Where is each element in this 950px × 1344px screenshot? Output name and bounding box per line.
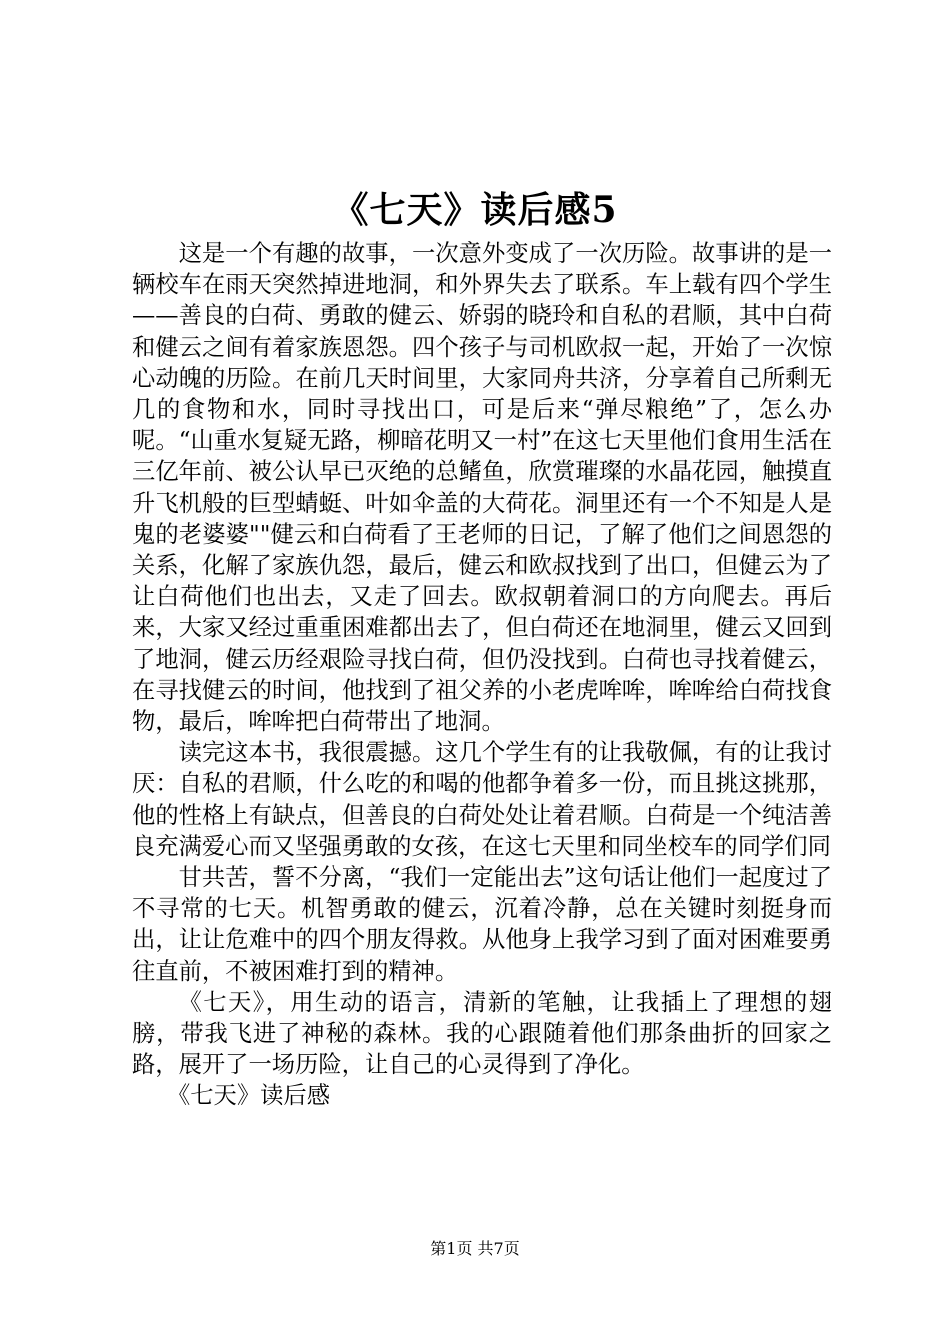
- paragraph-2: 读完这本书，我很震撼。这几个学生有的让我敬佩，有的让我讨厌：自私的君顺，什么吃的和喝的他都争着多一份，而且挑这挑那，他的性格上有缺点，但善良的白荷处处让着君顺。白荷是一个纯洁善良充满爱心而又坚强勇敢的女孩，在这七天里和同坐校车的同学们同: [132, 739, 832, 860]
- document-title: 《七天》读后感5: [332, 189, 618, 231]
- page-footer: 第1页 共7页: [430, 1239, 520, 1258]
- paragraph-4: 《七天》，用生动的语言，清新的笔触，让我插上了理想的翅膀，带我飞进了神秘的森林。我的心跟随着他们那条曲折的回家之路，展开了一场历险，让自己的心灵得到了净化。: [132, 988, 832, 1079]
- paragraph-1: 这是一个有趣的故事，一次意外变成了一次历险。故事讲的是一辆校车在雨天突然掉进地洞，和外界失去了联系。车上载有四个学生——善良的白荷、勇敢的健云、娇弱的晓玲和自私的君顺，其中白荷和健云之间有着家族恩怨。四个孩子与司机欧叔一起，开始了一次惊心动魄的历险。在前几天时间里，大家同舟共济，分享着自己所剩无几的食物和水，同时寻找出口，可是后来“弹尽粮绝”了，怎么办呢。“山重水复疑无路，柳暗花明又一村”在这七天里他们食用生活在三亿年前、被公认早已灭绝的总鳍鱼，欣赏璀璨的水晶花园，触摸直升飞机般的巨型蜻蜓、叶如伞盖的大荷花。洞里还有一个不知是人是鬼的老婆婆""健云和白荷看了王老师的日记，了解了他们之间恩怨的关系，化解了家族仇怨，最后，健云和欧叔找到了出口，但健云为了让白荷他们也出去，又走了回去。欧叔朝着洞口的方向爬去。再后来，大家又经过重重困难都出去了，但白荷还在地洞里，健云又回到了地洞，健云历经艰险寻找白荷，但仍没找到。白荷也寻找着健云，在寻找健云的时间，他找到了祖父养的小老虎哞哞，哞哞给白荷找食物，最后，哞哞把白荷带出了地洞。: [132, 240, 832, 736]
- paragraph-3: 甘共苦，誓不分离，“我们一定能出去”这句话让他们一起度过了不寻常的七天。机智勇敢的健云，沉着冷静，总在关键时刻挺身而出，让让危难中的四个朋友得救。从他身上我学习到了面对困难要勇往直前，不被困难打到的精神。: [132, 864, 832, 985]
- section-heading-line: 《七天》读后感: [166, 1082, 331, 1110]
- document-body: [132, 238, 832, 1112]
